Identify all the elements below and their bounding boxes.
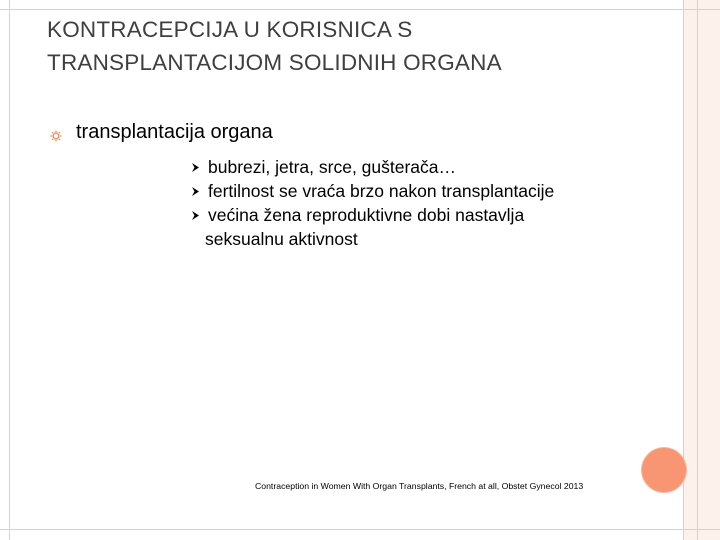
- arrow-bullet-icon: [190, 155, 204, 179]
- right-inner-line: [697, 0, 698, 540]
- sub-bullet-continuation: seksualnu aktivnost: [205, 229, 358, 249]
- list-item: [190, 155, 660, 179]
- title-line-2: TRANSPLANTACIJOM SOLIDNIH ORGANA: [47, 50, 502, 75]
- list-item: [190, 179, 660, 203]
- sun-bullet-icon: [50, 130, 62, 142]
- sub-bullet-text: fertilnost se vraća brzo nakon transplantacije: [208, 181, 555, 201]
- decorative-circle: [642, 448, 686, 492]
- sub-bullet-text: bubrezi, jetra, srce, gušterača…: [208, 157, 457, 177]
- left-border-line: [9, 0, 10, 540]
- top-border-line: [0, 9, 720, 10]
- citation-text: Contraception in Women With Organ Transplants, French at all, Obstet Gynecol 2013: [255, 481, 584, 491]
- sub-bullet-list: [190, 155, 660, 251]
- arrow-bullet-icon: [190, 203, 204, 227]
- arrow-bullet-icon: [190, 179, 204, 203]
- slide-title: [47, 13, 667, 79]
- bottom-border-line: [0, 529, 720, 530]
- title-line-1: KONTRACEPCIJA U KORISNICA S: [47, 17, 413, 42]
- sub-bullet-text: većina žena reproduktivne dobi nastavlja: [208, 205, 525, 225]
- right-accent-band: [683, 0, 720, 540]
- list-item: [190, 203, 660, 227]
- main-bullet-text: transplantacija organa: [76, 121, 273, 143]
